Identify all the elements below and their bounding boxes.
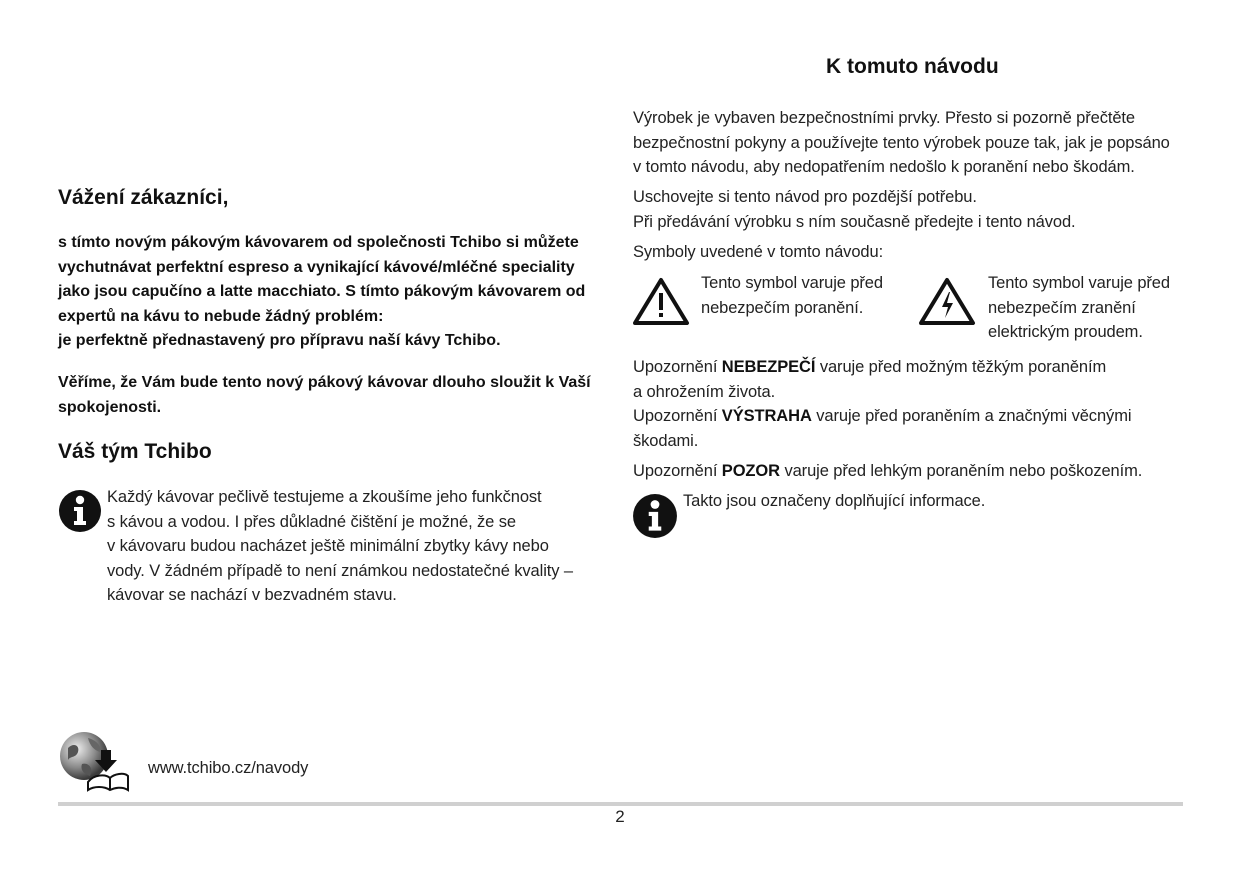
intro-paragraph xyxy=(58,231,585,354)
electric-warning-icon xyxy=(918,276,976,331)
warning-desc-line: Tento symbol varuje před xyxy=(701,274,883,292)
info-line: s kávou a vodou. I přes důkladné čištění je možné, že se xyxy=(107,512,516,531)
team-signature: Váš tým Tchibo xyxy=(58,440,212,463)
intro-line: s tímto novým pákovým kávovarem od společnosti Tchibo si můžete xyxy=(58,234,579,251)
info-line: vody. V žádném případě to není známkou nedostatečné kvality – xyxy=(107,561,573,580)
caution-keyword: POZOR xyxy=(721,462,780,480)
info-line: kávovar se nachází v bezvadném stavu. xyxy=(107,586,397,604)
keep-manual-paragraph xyxy=(633,185,1076,234)
safety-line: v tomto návodu, aby nedopatřením nedošlo k poranění nebo škodám. xyxy=(633,158,1135,176)
info-note-left xyxy=(107,485,573,608)
page-number: 2 xyxy=(615,807,625,826)
info-icon xyxy=(632,493,678,544)
greeting-heading: Vážení zákazníci, xyxy=(58,186,229,209)
warning-desc-line: nebezpečím poranění. xyxy=(701,298,864,317)
belief-line: Věříme, že Vám bude tento nový pákový kávovar dlouho sloužit k Vaší xyxy=(58,374,591,391)
warning-symbol-description xyxy=(701,271,883,320)
info-line: v kávovaru budou nacházet ještě minimální zbytky kávy nebo xyxy=(107,537,549,555)
warning-line: Upozornění VÝSTRAHA varuje před poraněním a značnými věcnými xyxy=(633,407,1132,425)
electric-desc-line: elektrickým proudem. xyxy=(988,323,1143,341)
hazard-levels xyxy=(633,355,1142,484)
warning-line-2: škodami. xyxy=(633,431,699,450)
safety-line: bezpečnostní pokyny a používejte tento výrobek pouze tak, jak je popsáno xyxy=(633,133,1170,152)
belief-line: spokojenosti. xyxy=(58,398,162,416)
info-note-right: Takto jsou označeny doplňující informace. xyxy=(683,492,986,510)
warning-triangle-icon xyxy=(632,276,690,331)
danger-line-2: a ohrožením života. xyxy=(633,382,776,401)
intro-line: vychutnávat perfektní espreso a vynikající kávové/mléčné speciality xyxy=(58,258,575,276)
electric-desc-line: Tento symbol varuje před xyxy=(988,274,1170,292)
electric-symbol-description xyxy=(988,271,1170,345)
globe-download-icon xyxy=(58,730,130,797)
danger-keyword: NEBEZPEČÍ xyxy=(721,358,816,376)
footer-divider xyxy=(58,802,1183,806)
symbols-intro: Symboly uvedené v tomto návodu: xyxy=(633,243,884,261)
intro-line: jako jsou capučíno a latte macchiato. S tímto pákovým kávovarem od xyxy=(58,283,586,300)
intro-line: je perfektně přednastavený pro přípravu naší kávy Tchibo. xyxy=(58,332,501,349)
info-icon xyxy=(58,489,102,538)
info-line: Každý kávovar pečlivě testujeme a zkoušíme jeho funkčnost xyxy=(107,488,542,506)
electric-desc-line: nebezpečím zranění xyxy=(988,298,1136,317)
keep-line: Při předávání výrobku s ním současně předejte i tento návod. xyxy=(633,212,1076,231)
section-title: K tomuto návodu xyxy=(826,55,999,78)
danger-line: Upozornění NEBEZPEČÍ varuje před možným těžkým poraněním xyxy=(633,358,1107,376)
warning-keyword: VÝSTRAHA xyxy=(721,407,812,425)
caution-line: Upozornění POZOR varuje před lehkým poraněním nebo poškozením. xyxy=(633,462,1143,480)
keep-line: Uschovejte si tento návod pro pozdější potřebu. xyxy=(633,188,977,206)
intro-line: expertů na kávu to nebude žádný problém: xyxy=(58,307,384,325)
manual-download-link[interactable]: www.tchibo.cz/navody xyxy=(148,759,309,777)
belief-paragraph xyxy=(58,371,591,420)
safety-paragraph xyxy=(633,106,1170,180)
safety-line: Výrobek je vybaven bezpečnostními prvky. Přesto si pozorně přečtěte xyxy=(633,109,1135,127)
